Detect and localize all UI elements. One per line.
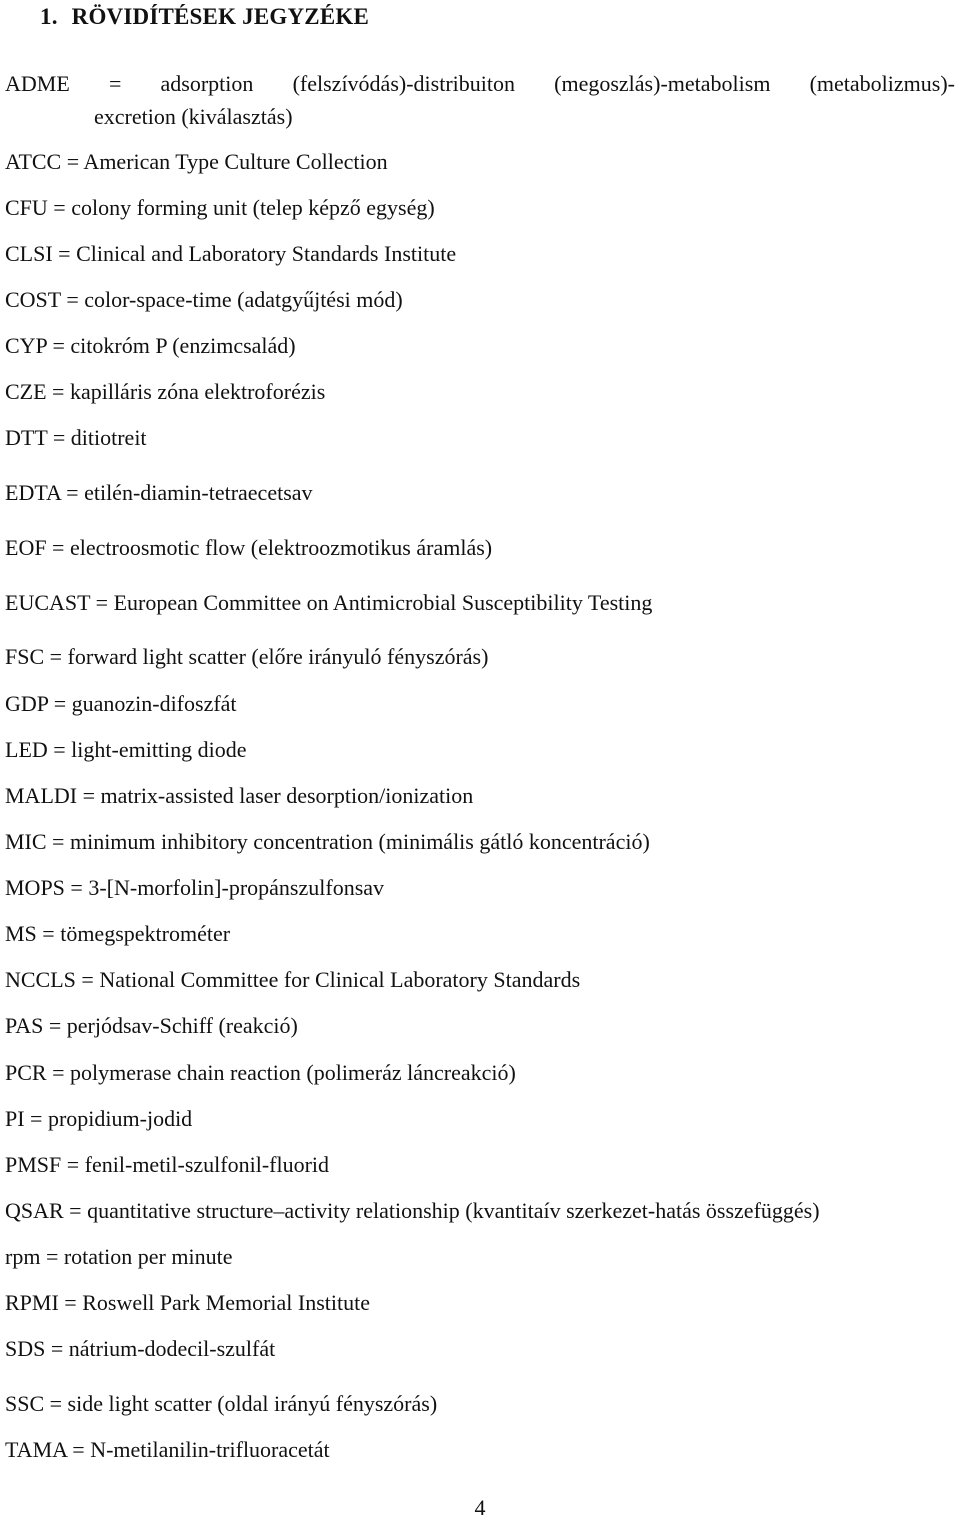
abbreviation-entry: FSC = forward light scatter (előre irányuló fényszórás) bbox=[5, 644, 489, 669]
abbreviation-entry: CYP = citokróm P (enzimcsalád) bbox=[5, 333, 296, 358]
abbreviation-entry: QSAR = quantitative structure–activity relationship (kvantitaív szerkezet-hatás összefüggés) bbox=[5, 1198, 820, 1223]
abbreviation-entry: TAMA = N-metilanilin-trifluoracetát bbox=[5, 1437, 330, 1462]
abbreviation-entry: MS = tömegspektrométer bbox=[5, 921, 231, 946]
abbreviation-entry: rpm = rotation per minute bbox=[5, 1244, 233, 1269]
abbreviation-entry: MOPS = 3-[N-morfolin]-propánszulfonsav bbox=[5, 875, 385, 900]
page-number: 4 bbox=[474, 1495, 486, 1520]
abbreviation-entry: CLSI = Clinical and Laboratory Standards Institute bbox=[5, 241, 457, 266]
abbreviation-entry: MALDI = matrix-assisted laser desorption/ionization bbox=[5, 783, 474, 808]
abbreviation-entry: SDS = nátrium-dodecil-szulfát bbox=[5, 1336, 276, 1361]
adme-line-2: excretion (kiválasztás) bbox=[94, 104, 293, 129]
abbreviation-entry: ATCC = American Type Culture Collection bbox=[5, 149, 388, 174]
abbreviation-entry: EUCAST = European Committee on Antimicrobial Susceptibility Testing bbox=[5, 590, 653, 615]
abbreviation-entry: CZE = kapilláris zóna elektroforézis bbox=[5, 379, 326, 404]
section-heading bbox=[40, 4, 369, 30]
abbreviation-entry: GDP = guanozin-difoszfát bbox=[5, 691, 237, 716]
abbreviation-entry: RPMI = Roswell Park Memorial Institute bbox=[5, 1290, 370, 1315]
abbreviation-entry: EDTA = etilén-diamin-tetraecetsav bbox=[5, 480, 313, 505]
abbreviation-entry: CFU = colony forming unit (telep képző egység) bbox=[5, 195, 435, 220]
abbreviation-entry: MIC = minimum inhibitory concentration (minimális gátló koncentráció) bbox=[5, 829, 650, 854]
abbreviation-entry: SSC = side light scatter (oldal irányú fényszórás) bbox=[5, 1391, 438, 1416]
abbreviation-entry: PAS = perjódsav-Schiff (reakció) bbox=[5, 1013, 298, 1038]
abbreviation-entry: COST = color-space-time (adatgyűjtési mód) bbox=[5, 287, 403, 312]
abbreviation-entry-adme bbox=[5, 67, 955, 133]
abbreviation-entry: EOF = electroosmotic flow (elektroozmotikus áramlás) bbox=[5, 535, 493, 560]
abbreviation-entry: NCCLS = National Committee for Clinical Laboratory Standards bbox=[5, 967, 581, 992]
abbreviation-entry: LED = light-emitting diode bbox=[5, 737, 247, 762]
abbreviation-entry: PI = propidium-jodid bbox=[5, 1106, 193, 1131]
section-number: 1. bbox=[40, 4, 58, 29]
abbreviation-entry: DTT = ditiotreit bbox=[5, 425, 147, 450]
adme-line-1: ADME = adsorption (felszívódás)-distribuiton (megoszlás)-metabolism (metabolizmus)- bbox=[5, 71, 955, 96]
abbreviation-entry: PMSF = fenil-metil-szulfonil-fluorid bbox=[5, 1152, 330, 1177]
abbreviation-entry: PCR = polymerase chain reaction (polimeráz láncreakció) bbox=[5, 1060, 516, 1085]
section-title: RÖVIDÍTÉSEK JEGYZÉKE bbox=[71, 4, 369, 29]
